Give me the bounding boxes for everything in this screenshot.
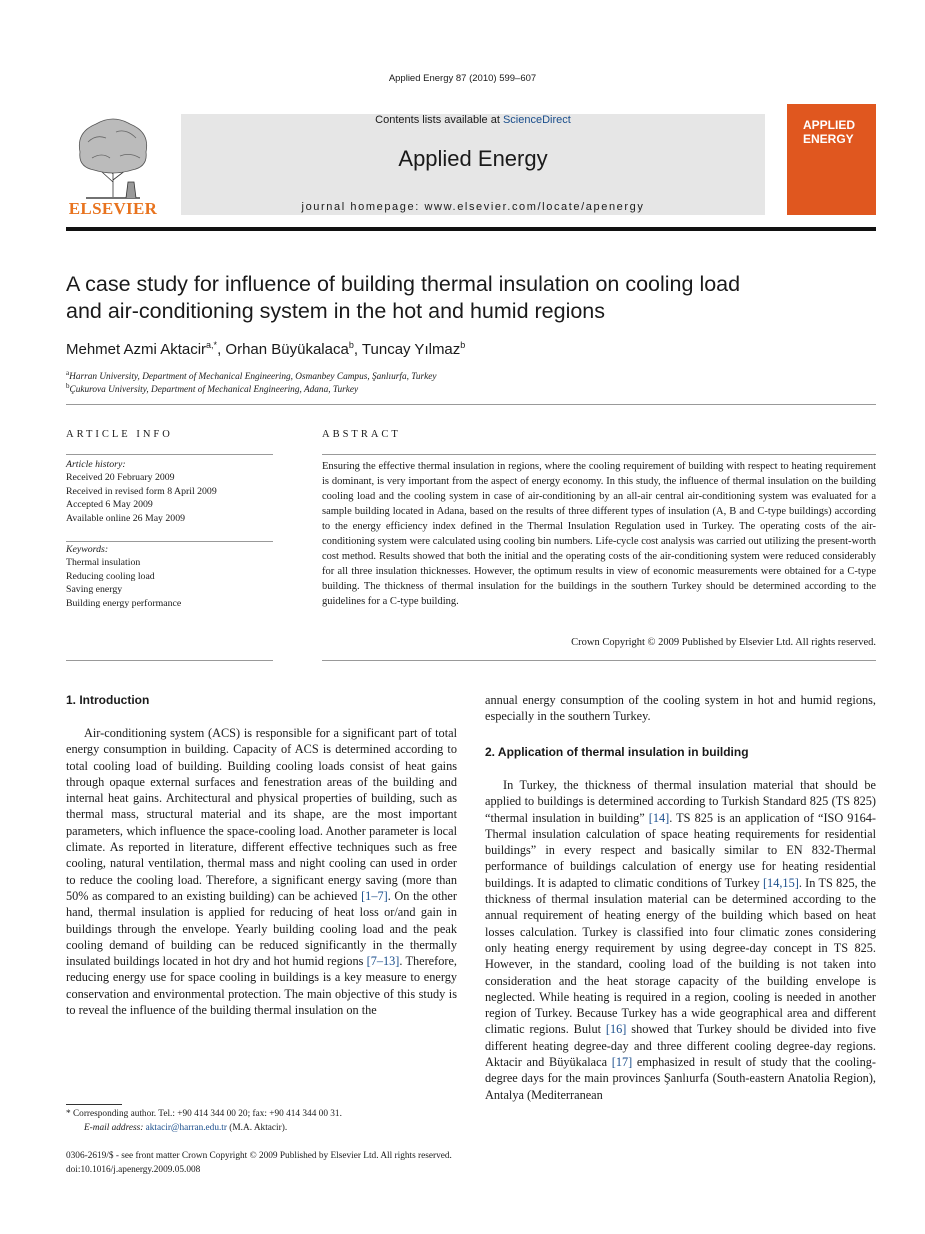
divider (322, 454, 876, 455)
text-run: In Turkey, the thickness of thermal insulation material that should be applied to buildings is determined according to Turkish Standard 825 (TS 825) “thermal insulation in building” (485, 778, 876, 825)
affiliation-b-marker: b (66, 382, 70, 390)
abstract-text: Ensuring the effective thermal insulation in regions, where the cooling requirement of building with respect to heating requirement is dominant, is very important from the aspect of energy economy. In this study, the influence of thermal insulation on the building cooling load and the cooling system in case of air-conditioning by an all-air central air-conditioning system was evaluated for a sample building located in Adana, based on the results of three different types of insulation (A, B and C-type buildings) according to the energy efficiency index defined in the Thermal Insulation Regulation used in Turkey. The operating costs of the air-conditioning system were calculated using cooling bin numbers. Life-cycle cost analysis was carried out utilizing the present-worth cost method. Results showed that both the initial and the operating costs of the air-conditioning system were reduced considerably for all three insulation thicknesses. However, the optimum results in view of economic measurements were obtained for a C-type building. The thickness of thermal insulation for the buildings in the southern Turkey should be determined according to the guidelines for a C-type building. (322, 461, 876, 607)
author-3: Tuncay Yılmaz (361, 341, 461, 358)
keywords-label: Keywords: (66, 544, 109, 555)
paragraph: annual energy consumption of the cooling system in hot and humid regions, especially in the southern Turkey. (485, 693, 876, 724)
footnote-line (66, 1108, 457, 1122)
affiliation-b-text: Çukurova University, Department of Mechanical Engineering, Adana, Turkey (69, 385, 359, 396)
header-rule (66, 227, 876, 231)
citation-link[interactable]: [7–13] (366, 954, 400, 969)
introduction-continuation (485, 692, 876, 725)
page-footer (66, 1150, 452, 1177)
text-run: showed that Turkey should be divided into five different heating degree-day and three different cooling degree-day regions. Aktacir and Büyükalaca (485, 1022, 876, 1070)
introduction-body (66, 725, 457, 1018)
corresponding-author-footnote (66, 1108, 457, 1135)
affiliation-a-marker: a (66, 369, 70, 377)
journal-homepage[interactable]: journal homepage: www.elsevier.com/locate/apenergy (301, 201, 645, 213)
journal-name: Applied Energy (398, 146, 548, 171)
keywords (66, 543, 273, 610)
author-1-affil: a,* (206, 340, 218, 350)
footer-doi[interactable]: doi:10.1016/j.apenergy.2009.05.008 (66, 1164, 201, 1175)
history-label: Article history: (66, 459, 126, 470)
citation-link[interactable]: [14,15] (762, 875, 799, 890)
title-line-1: A case study for influence of building thermal insulation on cooling load (66, 272, 741, 296)
keyword-item: Building energy performance (66, 597, 182, 609)
keyword-item: Thermal insulation (66, 557, 141, 569)
author-3-affil: b (460, 340, 466, 350)
divider (66, 660, 273, 661)
author-2-affil: b (348, 340, 354, 350)
email-suffix: (M.A. Aktacir). (226, 1122, 288, 1133)
history-item: Available online 26 May 2009 (66, 512, 185, 524)
article-history (66, 458, 273, 525)
cover-title-line1: APPLIED (803, 118, 856, 132)
text-run: . On the other hand, thermal insulation is applied for reducing of heat loss or/and gain in buildings through the envelope. Yearly building cooling load and the peak cooling demand of building can be reduced significantly in the thermally insulated buildings located in hot dry and hot humid regions (66, 888, 457, 969)
divider (322, 660, 876, 661)
section-heading-introduction: 1. Introduction (66, 693, 150, 707)
affiliation-a (66, 369, 437, 382)
article-title (66, 271, 826, 325)
footnote-line (66, 1122, 457, 1136)
title-line-2: and air-conditioning system in the hot and humid regions (66, 299, 606, 323)
footnote-contact: Corresponding author. Tel.: +90 414 344 00 20; fax: +90 414 344 00 31. (72, 1109, 342, 1119)
text-run: . TS 825 is an application of “ISO 9164-Thermal insulation calculation of space heating requirements for residential buildings” in every respect and basically similar to EN 832-Thermal performance of buildings calculation of energy use for heating residential buildings. It is adapted to climatic conditions of Turkey (485, 810, 876, 890)
text-run: Air-conditioning system (ACS) is responsible for a significant part of total energy consumption in building. Capacity of ACS is determined according to total cooling load of building. Building cooling loads consist of heat gains through opaque external surfaces and fenestration areas of the building and internal heat gains. Architectural and physical properties of building, such as thermal mass, structural material and its shape, are the most important parameters, which influence the space-cooling load. Another parameter is local climate. As reported in literature, different effective techniques such as free cooling, natural ventilation, thermal mass and night cooling can used in order to reduce the cooling load. Therefore, a significant energy saving (more than 50% as compared to an existing building) can be achieved (66, 726, 457, 903)
running-head: Applied Energy 87 (2010) 599–607 (388, 73, 537, 84)
section-heading-application: 2. Application of thermal insulation in building (485, 745, 749, 759)
author-separator: , (217, 341, 226, 358)
publisher-wordmark: ELSEVIER (68, 199, 158, 218)
author-1: Mehmet Azmi Aktacir (66, 341, 207, 358)
cover-title (803, 118, 855, 146)
paragraph (66, 725, 457, 1018)
citation-link[interactable]: [1–7] (361, 888, 388, 903)
text-run: . Therefore, reducing energy use for space cooling in buildings is a key measure to energy conservation and environmental protection. The main objective of this study is to reveal the influence of the building thermal insulation on the (66, 954, 457, 1018)
author-separator: , (353, 341, 362, 358)
author-2: Orhan Büyükalaca (225, 341, 349, 358)
email-label: E-mail address: (84, 1122, 144, 1133)
cover-title-line2: ENERGY (803, 132, 854, 146)
contents-line (181, 114, 765, 126)
affiliation-a-text: Harran University, Department of Mechanical Engineering, Osmanbey Campus, Şanlıurfa, Turkey (69, 372, 437, 383)
divider (66, 404, 876, 405)
article-info-heading: ARTICLE INFO (66, 429, 173, 440)
affiliation-b (66, 382, 358, 395)
footnote-star: * (66, 1109, 71, 1119)
history-item: Received 20 February 2009 (66, 472, 175, 484)
text-run: . In TS 825, the thickness of thermal insulation material can be determined according to the annual requirement of heating energy of the building which based on heat losses calculation. Turkey is classified into four climatic zones considering only heating energy requirement by using degree-day concept in TS 825. However, in the standard, cooling load of the building is not taken into consideration and the heat storage capacity of the building envelope is neglected. While heating is required in a region, cooling is needed in another region of Turkey. Because Turkey has a wide geographical area and different climatic regions. Bulut (485, 875, 876, 1037)
abstract-copyright: Crown Copyright © 2009 Published by Elsevier Ltd. All rights reserved. (571, 637, 876, 648)
abstract-heading: ABSTRACT (322, 429, 401, 440)
footer-issn: 0306-2619/$ - see front matter Crown Copyright © 2009 Published by Elsevier Ltd. All rights reserved. (66, 1151, 452, 1161)
history-item: Accepted 6 May 2009 (66, 499, 153, 511)
keyword-item: Saving energy (66, 584, 123, 596)
history-item: Received in revised form 8 April 2009 (66, 485, 217, 497)
contents-prefix: Contents lists available at (375, 114, 503, 126)
email-link[interactable]: aktacir@harran.edu.tr (145, 1122, 227, 1133)
paragraph (485, 777, 876, 1103)
citation-link[interactable]: [14] (648, 810, 670, 825)
footnote-rule (66, 1104, 122, 1105)
text-run: emphasized in result of study that the cooling-degree days for the main provinces Şanlıurfa (South-eastern Anatolia Region), Antalya (Mediterranean (485, 1055, 876, 1102)
section-2-body (485, 777, 876, 1103)
citation-link[interactable]: [17] (611, 1055, 633, 1070)
sciencedirect-link[interactable]: ScienceDirect (502, 114, 571, 126)
divider (66, 454, 273, 455)
divider (66, 541, 273, 542)
citation-link[interactable]: [16] (605, 1022, 627, 1037)
keyword-item: Reducing cooling load (66, 570, 155, 582)
author-list (66, 340, 465, 358)
